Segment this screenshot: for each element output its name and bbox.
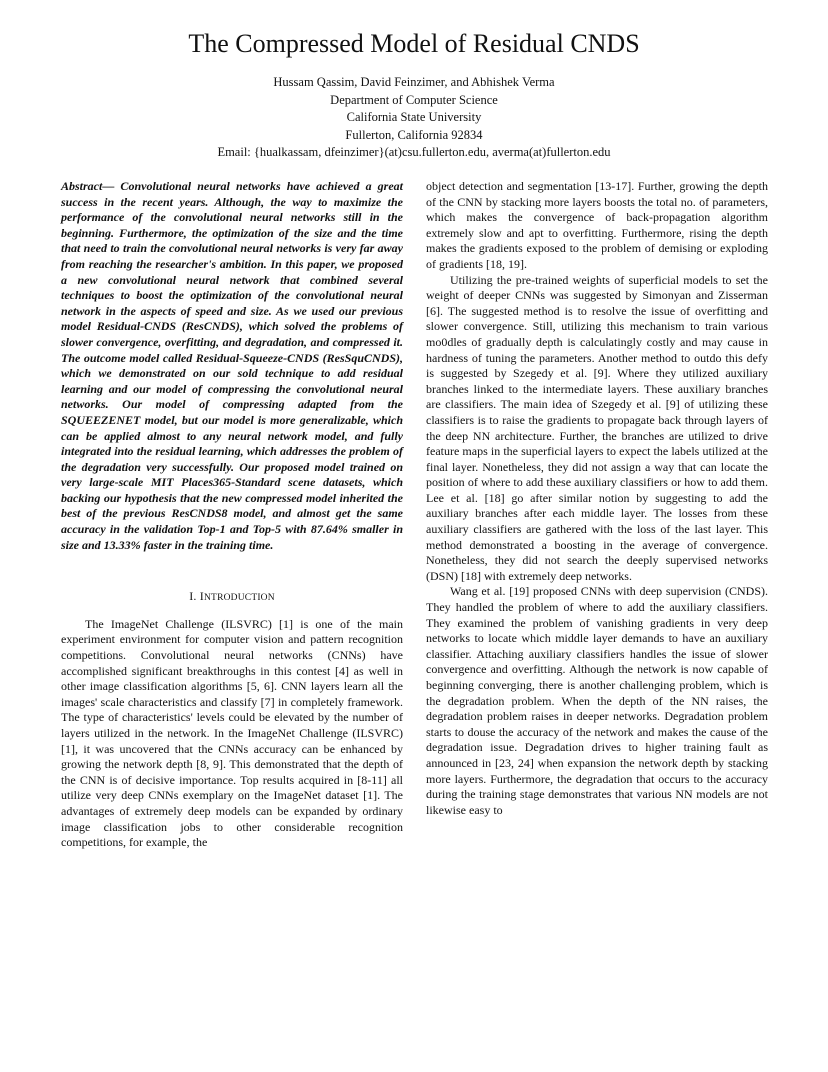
right-paragraph-3: Wang et al. [19] proposed CNNs with deep supervision (CNDS). They handled the problem of where to add the auxiliary classifiers. They examined the problem of vanishing gradients in very deep networks to locate which middle layer demands to have an auxiliary classifier. Attaching auxiliary classifiers handles the issue of slower convergence and overfitting. Although the network is now capable of beginning converging, there is another challenging problem, which is the degradation problem. When the depth of the NN raises, the degradation problem raises in deeper networks. Degradation problem starts to douse the accuracy of the network and makes the cause of the degradation issue. Degradation drives to higher training fault as announced in [23, 24] when expansion the network depth by stacking more layers. Furthermore, the degradation that occurs to the accuracy during the training stage demonstrates that various NN models are not likewise easy to	[426, 584, 768, 817]
intro-paragraph: The ImageNet Challenge (ILSVRC) [1] is one of the main experiment environment for computer vision and pattern recognition competitions. Convolutional neural networks (CNNs) have accomplished significant breakthroughs in this contest [4] as well in other image classification algorithms [5, 6]. CNN layers learn all the images' scale characteristics and classify [7] in completely framework. The type of characteristics' levels could be elevated by the number of layers utilized in the network. In the ImageNet Challenge (ILSVRC) [1], it was uncovered that the CNNs accuracy can be enhanced by growing the network depth [8, 9]. This demonstrated that the depth of the CNN is of decisive importance. Top results acquired in [8-11] all utilize very deep CNNs exemplary on the ImageNet dataset [1]. The advantages of extremely deep models can be expanded by ordinary image classification jobs to other considerable recognition competitions, for example, the	[61, 616, 403, 850]
right-paragraph-1: object detection and segmentation [13-17]. Further, growing the depth of the CNN by stacking more layers boosts the total no. of parameters, which makes the convergence of back-propagation algorithm extremely slow and apt to overfitting. Furthermore, rising the depth makes the gradients exposed to the problem of demising or exploding of gradients [18, 19].	[426, 179, 768, 271]
author-email: Email: {hualkassam, dfeinzimer}(at)csu.fullerton.edu, averma(at)fullerton.edu	[217, 145, 611, 159]
author-city: Fullerton, California 92834	[345, 127, 483, 142]
author-names: Hussam Qassim, David Feinzimer, and Abhishek Verma	[273, 75, 555, 89]
section-heading-introduction	[61, 589, 403, 607]
right-paragraph-2: Utilizing the pre-trained weights of superficial models to set the weight of deeper CNNs was suggested by Simonyan and Zisserman [6]. The suggested method is to resolve the issue of overfitting and slower convergence. Still, utilizing this mechanism to train various mo0dles of gradually depth is calculatingly costly and may cause in hardness of tuning the parameters. Another method to outdo this defy is suggested by Szegedy et al. [9]. Where they utilized auxiliary branches linked to the intermediate layers. These auxiliary branches are classifiers. The main idea of Szegedy et al. [9] of utilizing these classifiers is to raise the gradients to propagate back through layers of the deep NN architecture. Further, the branches are utilized to drive feature maps in the superficial layers to expect the labels utilized at the final layer. Nonetheless, they did not assign a way that can locate the position of where to add these auxiliary classifiers or how to add them. Lee et al. [18] go after similar notion by suggesting to add the auxiliary branches after each middle layer. The losses from these auxiliary classifiers are gathered with the loss of the last layer. This method demonstrated a boosting in the average of convergence. Nonetheless, they did not search the deeply supervised networks (DSN) [18] with extremely deep networks.	[426, 272, 768, 583]
section-number: I.	[189, 589, 197, 604]
left-column	[61, 179, 403, 851]
section-heading-initial: I	[199, 589, 204, 604]
abstract	[61, 179, 403, 553]
author-department: Department of Computer Science	[330, 92, 498, 107]
right-column	[426, 179, 768, 818]
abstract-text: Convolutional neural networks have achieved a great success in the recent years. Although, the way to maximize the performance of the convolutional neural networks still in the beginning. Furthermore, the optimization of the size and the time that need to train the convolutional neural networks is very far away from reaching the researcher's ambition. In this paper, we proposed a new convolutional neural network that combined several techniques to boost the optimization of the convolutional neural network in the aspects of speed and size. As we used our previous model Residual-CNDS (ResCNDS), which solved the problems of slower convergence, overfitting, and degradation, and compressed it. The outcome model called Residual-Squeeze-CNDS (ResSquCNDS), which we demonstrated on our sold technique to add residual learning and our model of compressing the convolutional neural networks. Our model of compressing adapted from the SQUEEZENET model, but our model is more generalizable, which can be applied almost to any neural network model, and fully integrated into the residual learning, which addresses the problem of the degradation very successfully. Our proposed model trained on very large-scale MIT Places365-Standard scene datasets, which backing our hypothesis that the new compressed model inherited the best of the previous ResCNDS8 model, and almost get the same accuracy in the validation Top-1 and Top-5 with 87.64% smaller in size and 13.33% faster in the training time.	[61, 179, 403, 552]
abstract-label: Abstract—	[61, 179, 115, 193]
author-block	[0, 74, 828, 162]
author-university: California State University	[346, 110, 482, 124]
section-heading-rest: NTRODUCTION	[204, 593, 275, 604]
paper-title: The Compressed Model of Residual CNDS	[188, 29, 640, 58]
